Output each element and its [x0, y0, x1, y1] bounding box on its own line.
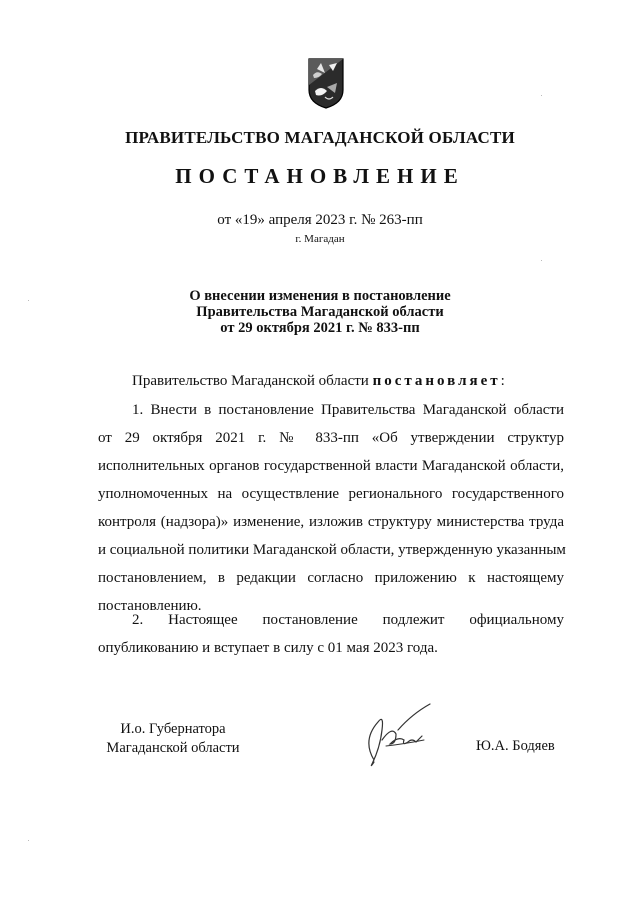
scan-speck [541, 95, 542, 96]
signatory-position-line: И.о. Губернатора [120, 721, 226, 737]
preamble-text: Правительство Магаданской области [132, 373, 369, 389]
paragraph-line: контроля (надзора)» изменение, изложив структуру министерства труда [98, 514, 564, 530]
paragraph-line: постановлением, в редакции согласно приложению к настоящему [98, 570, 564, 586]
paragraph-line: уполномоченных на осуществление регионального государственного [98, 486, 564, 502]
subject-line: от 29 октября 2021 г. № 833-пп [220, 320, 420, 336]
document-type: ПОСТАНОВЛЕНИЕ [175, 164, 465, 188]
handwritten-signature [352, 700, 434, 770]
paragraph-line: постановлению. [98, 598, 202, 614]
scan-speck [541, 260, 542, 261]
government-name: ПРАВИТЕЛЬСТВО МАГАДАНСКОЙ ОБЛАСТИ [125, 128, 515, 147]
paragraph-line: 2. Настоящее постановление подлежит официальному [132, 612, 564, 628]
signatory-position-line: Магаданской области [106, 740, 240, 756]
signatory-name: Ю.А. Бодяев [476, 738, 555, 754]
paragraph-line: опубликованию и вступает в силу с 01 мая 2023 года. [98, 640, 438, 656]
paragraph-line: от 29 октября 2021 г. № 833-пп «Об утверждении структур [98, 430, 564, 446]
paragraph-line: 1. Внести в постановление Правительства Магаданской области [132, 402, 564, 418]
paragraph-2 [98, 606, 564, 662]
subject-line: Правительства Магаданской области [196, 304, 444, 320]
scan-speck [28, 300, 29, 301]
scan-speck [28, 840, 29, 841]
magadan-coat-of-arms-icon [307, 57, 345, 110]
document-subject [0, 288, 640, 336]
document-place: г. Магадан [295, 233, 345, 245]
paragraph-line: и социальной политики Магаданской области, утвержденную указанным [98, 542, 566, 558]
preamble-keyword: постановляет [372, 373, 501, 389]
signatory-position [88, 720, 258, 758]
paragraph-line: исполнительных органов государственной власти Магаданской области, [98, 458, 564, 474]
paragraph-1 [98, 396, 564, 620]
preamble-colon: : [500, 373, 505, 389]
subject-line: О внесении изменения в постановление [189, 288, 451, 304]
document-date-number: от «19» апреля 2023 г. № 263-пп [217, 212, 423, 228]
preamble [98, 367, 564, 395]
preamble-line [98, 367, 564, 395]
